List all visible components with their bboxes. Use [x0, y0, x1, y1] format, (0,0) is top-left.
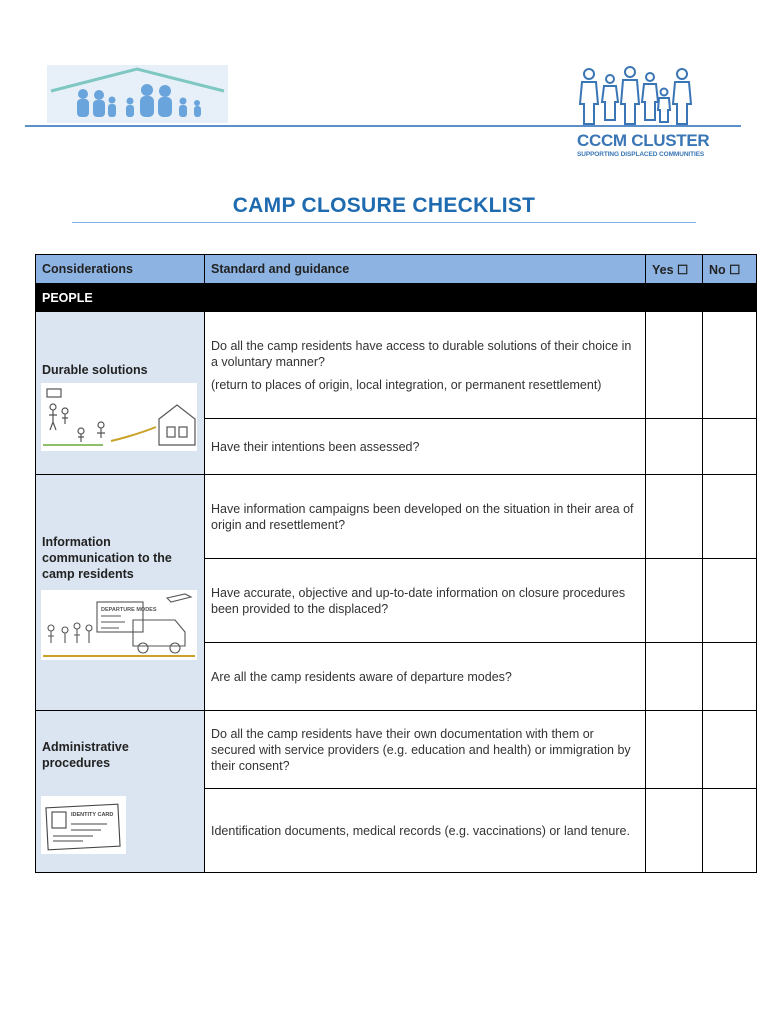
title-rule — [72, 222, 696, 223]
column-header-guidance: Standard and guidance — [205, 255, 646, 284]
guidance-cell — [205, 475, 646, 559]
yes-checkbox-cell[interactable] — [646, 312, 703, 419]
guidance-text: Are all the camp residents aware of departure modes? — [211, 669, 512, 684]
column-header-yes: Yes ☐ — [646, 255, 703, 284]
org-name: CCCM CLUSTER — [577, 131, 710, 150]
guidance-text: Do all the camp residents have their own documentation with them or secured with service providers (e.g. education and health) or immigration by their consent? — [211, 726, 631, 773]
yes-checkbox-cell[interactable] — [646, 419, 703, 475]
consideration-cell — [36, 475, 205, 711]
checklist-table — [35, 254, 757, 873]
yes-checkbox-cell[interactable] — [646, 789, 703, 873]
no-checkbox-cell[interactable] — [703, 559, 757, 643]
no-checkbox-cell[interactable] — [703, 789, 757, 873]
guidance-note: (return to places of origin, local integration, or permanent resettlement) — [211, 377, 602, 392]
consideration-label: Durable solutions — [42, 362, 148, 377]
table-row — [36, 711, 757, 789]
consideration-cell — [36, 711, 205, 873]
table-row — [36, 312, 757, 419]
column-header-no: No ☐ — [703, 255, 757, 284]
guidance-text: Do all the camp residents have access to durable solutions of their choice in a voluntary manner? — [211, 338, 632, 369]
no-checkbox-cell[interactable] — [703, 312, 757, 419]
guidance-text: Have their intentions been assessed? — [211, 439, 420, 454]
consideration-label: Information communication to the camp residents — [42, 535, 172, 581]
sign-text: DEPARTURE MODES — [101, 607, 157, 613]
no-checkbox-cell[interactable] — [703, 419, 757, 475]
page-title: CAMP CLOSURE CHECKLIST — [232, 194, 536, 217]
column-header-considerations: Considerations — [36, 255, 205, 284]
guidance-cell — [205, 789, 646, 873]
table-row — [36, 475, 757, 559]
table-header-row — [36, 255, 757, 284]
section-row — [36, 284, 757, 312]
consideration-label: Administrative procedures — [42, 740, 129, 770]
id-card-illustration — [41, 796, 126, 854]
no-checkbox-cell[interactable] — [703, 643, 757, 711]
guidance-cell — [205, 419, 646, 475]
yes-checkbox-cell[interactable] — [646, 711, 703, 789]
guidance-text: Have information campaigns been developed on the situation in their area of origin and resettlement? — [211, 501, 634, 532]
durable-solutions-illustration — [41, 383, 197, 451]
guidance-cell — [205, 559, 646, 643]
family-logo — [47, 65, 228, 123]
no-checkbox-cell[interactable] — [703, 475, 757, 559]
card-text: IDENTITY CARD — [71, 812, 114, 818]
no-checkbox-cell[interactable] — [703, 711, 757, 789]
guidance-cell — [205, 711, 646, 789]
guidance-cell — [205, 643, 646, 711]
org-tagline: SUPPORTING DISPLACED COMMUNITIES — [577, 151, 705, 158]
yes-checkbox-cell[interactable] — [646, 559, 703, 643]
guidance-cell — [205, 312, 646, 419]
yes-checkbox-cell[interactable] — [646, 475, 703, 559]
consideration-cell — [36, 312, 205, 475]
guidance-text: Identification documents, medical records (e.g. vaccinations) or land tenure. — [211, 823, 630, 838]
guidance-text: Have accurate, objective and up-to-date information on closure procedures been provided to the displaced? — [211, 585, 626, 616]
section-label: PEOPLE — [36, 284, 205, 312]
yes-checkbox-cell[interactable] — [646, 643, 703, 711]
departure-illustration — [41, 590, 197, 660]
